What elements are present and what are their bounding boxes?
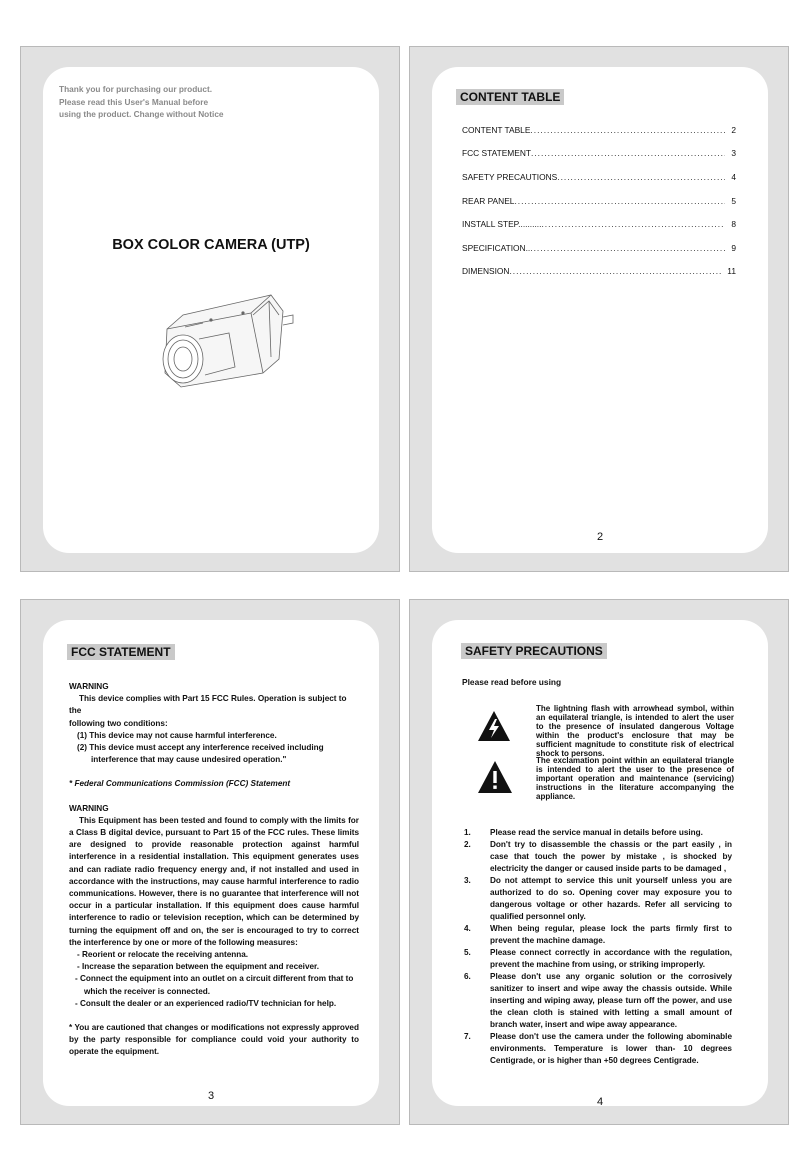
fcc-caution: * You are cautioned that changes or modifications not expressly approved by the party responsible for compliance could void your authority to operate the equipment. [69, 1023, 359, 1057]
fcc-condition: (2) This device must accept any interference received including [77, 743, 324, 753]
list-item: 7. Please don't use the camera under the following abominable environments. Temperature is lower than- 10 degrees Centigrade, or is higher than +50 degrees Centigrade. [464, 1032, 732, 1065]
fcc-measure: - Connect the equipment into an outlet on a circuit different from that to [75, 974, 354, 984]
warning-label: WARNING [69, 682, 109, 691]
fcc-paragraph: following two conditions: [69, 718, 168, 728]
fcc-note: * Federal Communications Commission (FCC) Statement [69, 779, 291, 789]
page-card-4 [432, 620, 768, 1106]
toc-row[interactable]: SAFETY PRECAUTIONS ..... 4 [462, 171, 736, 182]
fcc-heading: FCC STATEMENT [67, 644, 175, 660]
list-item: 6. Please don't use any organic solution or the corrosively sanitizer to insert and wipe away the chassis outside. While inserting and wiping away, please turn off the power, and use the clean cloth is stained with letting a small amount of branch water, insert and wipe away appearance. [464, 972, 732, 1029]
fcc-measure: - Increase the separation between the equipment and receiver. [77, 962, 320, 972]
page-panel-4 [409, 599, 789, 1125]
page-panel-1 [20, 46, 400, 572]
toc-row[interactable]: SPECIFICATION.. ..... 9 [462, 242, 736, 253]
list-item: 2. Don't try to disassemble the chassis or the part easily , in case that touch the power by mistake , is shocked by electricity the danger or caused inside parts to be damaged , [464, 840, 732, 873]
safety-list [464, 827, 732, 1067]
toc-row[interactable]: REAR PANEL ..... 5 [462, 195, 736, 206]
page-number: 3 [207, 1090, 215, 1102]
toc-row[interactable]: DIMENSION ..... 11 [462, 265, 736, 276]
lightning-symbol-text: The lightning flash with arrowhead symbol, within an equilateral triangle, is intended to alert the user to the presence of insulated dangerous Voltage within the product's enclosure that may be sufficient magnitude to constitute risk of electrical shock to persons. [536, 704, 734, 758]
lightning-warning-icon [477, 710, 511, 742]
toc-row[interactable]: CONTENT TABLE ..... 2 [462, 124, 736, 135]
page-panel-2 [409, 46, 789, 572]
safety-subheading: Please read before using [462, 677, 562, 687]
list-item: 1. Please read the service manual in details before using. [464, 828, 703, 837]
toc-heading: CONTENT TABLE [456, 89, 564, 105]
product-title: BOX COLOR CAMERA (UTP) [112, 237, 310, 253]
intro-line-2: Please read this User's Manual before [59, 96, 209, 107]
intro-line-1: Thank you for purchasing our product. [59, 84, 213, 94]
list-item: 4. When being regular, please lock the parts firmly first to prevent the machine damage. [464, 924, 732, 945]
list-item: 5. Please connect correctly in accordance with the regulation, prevent the machine from using, or striking improperly. [464, 948, 732, 969]
fcc-measure: - Reorient or relocate the receiving antenna. [77, 950, 249, 960]
intro-text [59, 83, 224, 121]
fcc-paragraph: This Equipment has been tested and found to comply with the limits for a Class B digital device, pursuant to Part 15 of the FCC rules. These limits are designed to provide reasonable protection against harmful interference in a residential installation. This equipment generates uses and can radiate radio frequency energy and, if not installed and used in accordance with the instructions, may cause harmful interference to radio communications. However, there is no guarantee that interference will not occur in a particular installation. If this equipment does cause harmful interference to radio or television reception, which can be determined by turning the equipment off and on, the ser is encouraged to try to correct the interference by one or more of the following measures: [69, 815, 359, 947]
fcc-paragraph: This device complies with Part 15 FCC Rules. Operation is subject to the [69, 694, 347, 716]
exclamation-warning-icon [477, 760, 513, 794]
fcc-body [69, 681, 359, 1059]
page-card-1 [43, 67, 379, 553]
page-card-3 [43, 620, 379, 1106]
toc-row[interactable]: INSTALL STEP.......... ..... 8 [462, 218, 736, 229]
page-panel-3 [20, 599, 400, 1125]
page-number: 2 [596, 531, 604, 543]
fcc-condition: (1) This device may not cause harmful interference. [77, 730, 277, 740]
box-camera-illustration-icon [143, 287, 303, 397]
warning-label: WARNING [69, 803, 109, 813]
exclamation-symbol-text: The exclamation point within an equilateral triangle is intended to alert the user to the presence of important operation and maintenance (servicing) instructions in the literature accompanying the appliance. [536, 756, 734, 801]
list-item: 3. Do not attempt to service this unit yourself unless you are authorized to do so. Opening cover may exposure you to dangerous voltage or other hazards. Refer all servicing to qualified personnel only. [464, 876, 732, 921]
intro-line-3: using the product. Change without Notice [59, 109, 224, 119]
safety-heading: SAFETY PRECAUTIONS [461, 643, 607, 659]
fcc-measure: - Consult the dealer or an experienced radio/TV technician for help. [75, 998, 337, 1008]
page-number: 4 [596, 1096, 604, 1106]
fcc-condition: interference that may cause undesired operation." [91, 755, 287, 765]
fcc-measure: which the receiver is connected. [84, 986, 211, 996]
page-card-2 [432, 67, 768, 553]
toc-row[interactable]: FCC STATEMENT ..... 3 [462, 147, 736, 158]
